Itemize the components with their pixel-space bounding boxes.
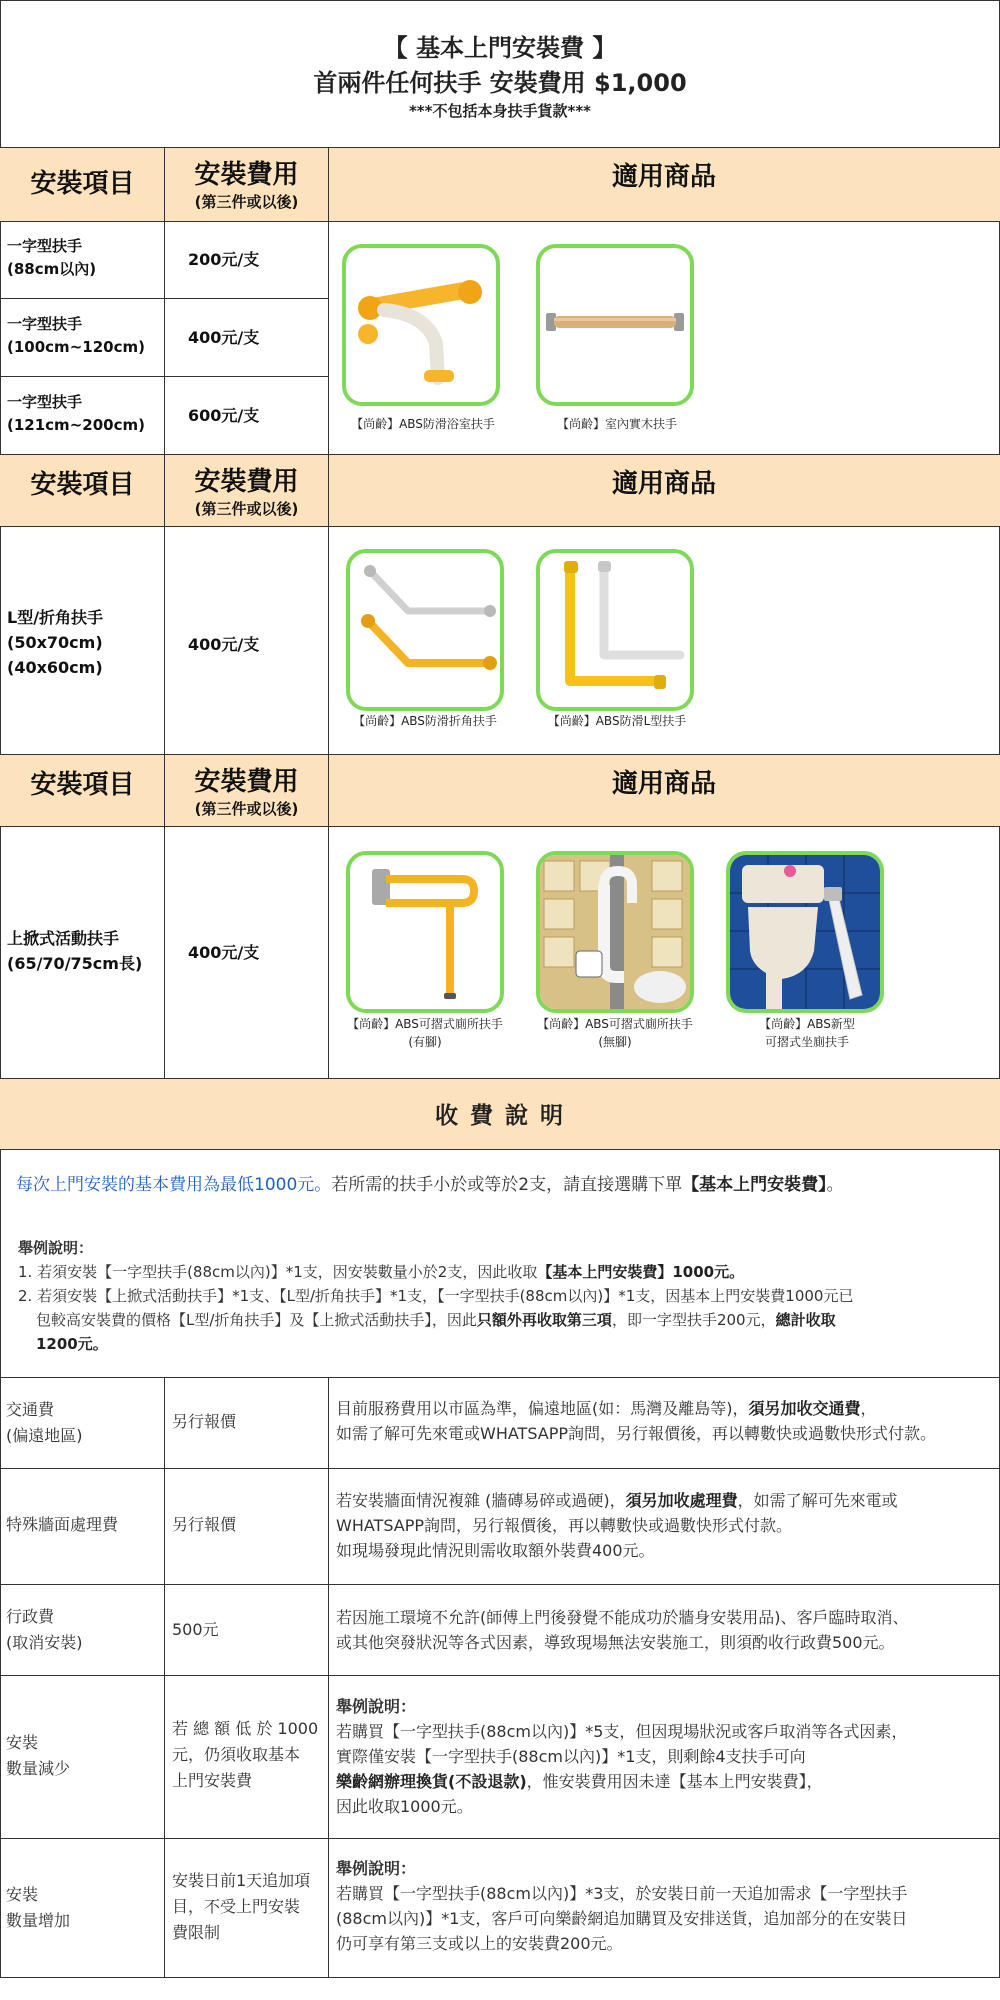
wooden-handrail-icon: [540, 248, 690, 402]
section1-row1-price: 200元/支: [188, 250, 260, 269]
product-caption-wooden-handrail: 【尚齡】室內實木扶手: [556, 417, 677, 431]
fee-increase-desc: 舉例說明： 若購買【一字型扶手(88cm以內)】*3支，於安裝日前一天追加需求【一字型扶手 (88cm以內)】*1支，客戶可向樂齡網追加購買及安排送貨，追加部分的在安裝日 仍可享有第三支或以上的安裝費200元。: [336, 1859, 908, 1953]
example-1: 1. 若須安裝【一字型扶手(88cm以內)】*1支，因安裝數量小於2支，因此收取【基本上門安裝費】1000元。: [18, 1263, 745, 1281]
section3-row-name: 上掀式活動扶手 (65/70/75cm長): [7, 929, 143, 973]
example-2: 2. 若須安裝【上掀式活動扶手】*1支、【L型/折角扶手】*1支，【一字型扶手(88cm以內)】*1支，因基本上門安裝費1000元已 包較高安裝費的價格【L型/折角扶手】及【上掀式活動扶手】，因此只額外再收取第三項，即一字型扶手200元，總計收取 1200元。: [18, 1287, 854, 1353]
fee-transport-name: 交通費 (偏遠地區): [6, 1400, 83, 1445]
section1-header-fee: 安裝費用: [194, 160, 299, 190]
fee-admin-cost: 500元: [172, 1620, 219, 1639]
fee-increase-name: 安裝 數量增加: [6, 1885, 71, 1930]
section2-header-products: 適用商品: [611, 469, 716, 499]
fee-decrease-cost: 若 總 額 低 於 1000 元，仍須收取基本 上門安裝費: [172, 1719, 319, 1790]
fee-admin-desc: 若因施工環境不允許(師傅上門後發覺不能成功於牆身安裝用品)、客戶臨時取消、 或其他突發狀況等各式因素，導致現場無法安裝施工，則須酌收行政費500元。: [336, 1608, 909, 1652]
product-image-angled-grab-bar[interactable]: [346, 549, 504, 711]
fee-wall-cost: 另行報價: [172, 1515, 237, 1534]
section1-header-products: 適用商品: [611, 162, 716, 192]
section2-header-item: 安裝項目: [30, 470, 135, 500]
fees-intro-highlight: 每次上門安裝的基本費用為最低1000元。: [16, 1175, 332, 1195]
product-image-wooden-handrail[interactable]: [536, 244, 694, 406]
fees-title: 收 費 說 明: [434, 1103, 566, 1129]
grab-bar-bath-icon: [346, 248, 496, 402]
section3-header-fee: 安裝費用: [194, 767, 299, 797]
angled-grab-bar-icon: [350, 553, 500, 707]
section2-row-price: 400元/支: [188, 635, 260, 654]
folding-toilet-rail-no-leg-icon: [540, 855, 690, 1009]
product-caption-angled-grab-bar: 【尚齡】ABS防滑折角扶手: [353, 714, 497, 728]
section3-header-item: 安裝項目: [30, 770, 135, 800]
section1-row3-price: 600元/支: [188, 406, 260, 425]
section1-row2-name: 一字型扶手 (100cm~120cm): [7, 315, 145, 356]
header-title-line1: 【 基本上門安裝費 】: [383, 34, 617, 62]
section1-row3-name: 一字型扶手 (121cm~200cm): [7, 393, 145, 434]
fee-wall-desc: 若安裝牆面情況複雜 (牆磚易碎或過硬)，須另加收處理費，如需了解可先來電或 WHATSAPP詢問，另行報價後，再以轉數快或過數快形式付款。 如現場發現此情況則需收取額外裝費400元。: [336, 1491, 898, 1560]
folding-toilet-rail-with-leg-icon: [350, 855, 500, 1009]
product-image-l-shaped-grab-bar[interactable]: [536, 549, 694, 711]
section3-header-fee-sub: (第三件或以後): [194, 800, 299, 818]
section3-header-products: 適用商品: [611, 769, 716, 799]
example-title: 舉例說明：: [18, 1239, 94, 1257]
product-caption-bath-grab-bar: 【尚齡】ABS防滑浴室扶手: [351, 417, 495, 431]
header-note: ***不包括本身扶手貨款***: [408, 102, 592, 120]
fee-wall-name: 特殊牆面處理費: [6, 1515, 119, 1534]
section1-header-item: 安裝項目: [30, 169, 135, 199]
header-title-line2: 首兩件任何扶手 安裝費用 $1,000: [313, 69, 687, 97]
section2-header-fee-sub: (第三件或以後): [194, 500, 299, 518]
fees-intro: 每次上門安裝的基本費用為最低1000元。若所需的扶手小於或等於2支，請直接選購下單【基本上門安裝費】。: [16, 1175, 844, 1195]
section1-row1-name: 一字型扶手 (88cm以內): [7, 237, 97, 278]
fee-increase-cost: 安裝日前1天追加項 目，不受上門安裝 費限制: [172, 1871, 311, 1942]
l-shaped-grab-bar-icon: [540, 553, 690, 707]
product-image-bath-grab-bar[interactable]: [342, 244, 500, 406]
section2-row-name: L型/折角扶手 (50x70cm) (40x60cm): [7, 608, 104, 677]
product-caption-folding-rail-no-leg: 【尚齡】ABS可摺式廁所扶手 (無腳): [537, 1017, 693, 1049]
fee-admin-name: 行政費 (取消安裝): [6, 1607, 83, 1652]
product-image-folding-rail-no-leg[interactable]: [536, 851, 694, 1013]
fee-decrease-name: 安裝 數量減少: [6, 1733, 71, 1778]
fee-transport-cost: 另行報價: [172, 1412, 237, 1431]
product-caption-folding-rail-with-leg: 【尚齡】ABS可摺式廁所扶手 (有腳): [347, 1017, 503, 1049]
product-caption-l-shaped-grab-bar: 【尚齡】ABS防滑L型扶手: [547, 714, 687, 728]
section1-row2-price: 400元/支: [188, 328, 260, 347]
fee-decrease-desc: 舉例說明： 若購買【一字型扶手(88cm以內)】*5支，但因現場狀況或客戶取消等各式因素， 實際僅安裝【一字型扶手(88cm以內)】*1支，則剩餘4支扶手可向 樂齡網辦理換貨(不設退款)，惟安裝費用因未達【基本上門安裝費】， 因此收取1000元。: [336, 1697, 908, 1816]
product-image-toilet-side-rail[interactable]: [726, 851, 884, 1013]
product-caption-toilet-side-rail: 【尚齡】ABS新型 可摺式坐廁扶手: [759, 1017, 855, 1049]
section3-row-price: 400元/支: [188, 943, 260, 962]
toilet-side-rail-icon: [730, 855, 880, 1009]
fee-transport-desc: 目前服務費用以市區為準，偏遠地區(如：馬灣及離島等)，須另加收交通費， 如需了解可先來電或WHATSAPP詢問，另行報價後，再以轉數快或過數快形式付款。: [336, 1399, 937, 1443]
section1-header-fee-sub: (第三件或以後): [194, 193, 299, 211]
section2-header-fee: 安裝費用: [194, 467, 299, 497]
product-image-folding-rail-with-leg[interactable]: [346, 851, 504, 1013]
